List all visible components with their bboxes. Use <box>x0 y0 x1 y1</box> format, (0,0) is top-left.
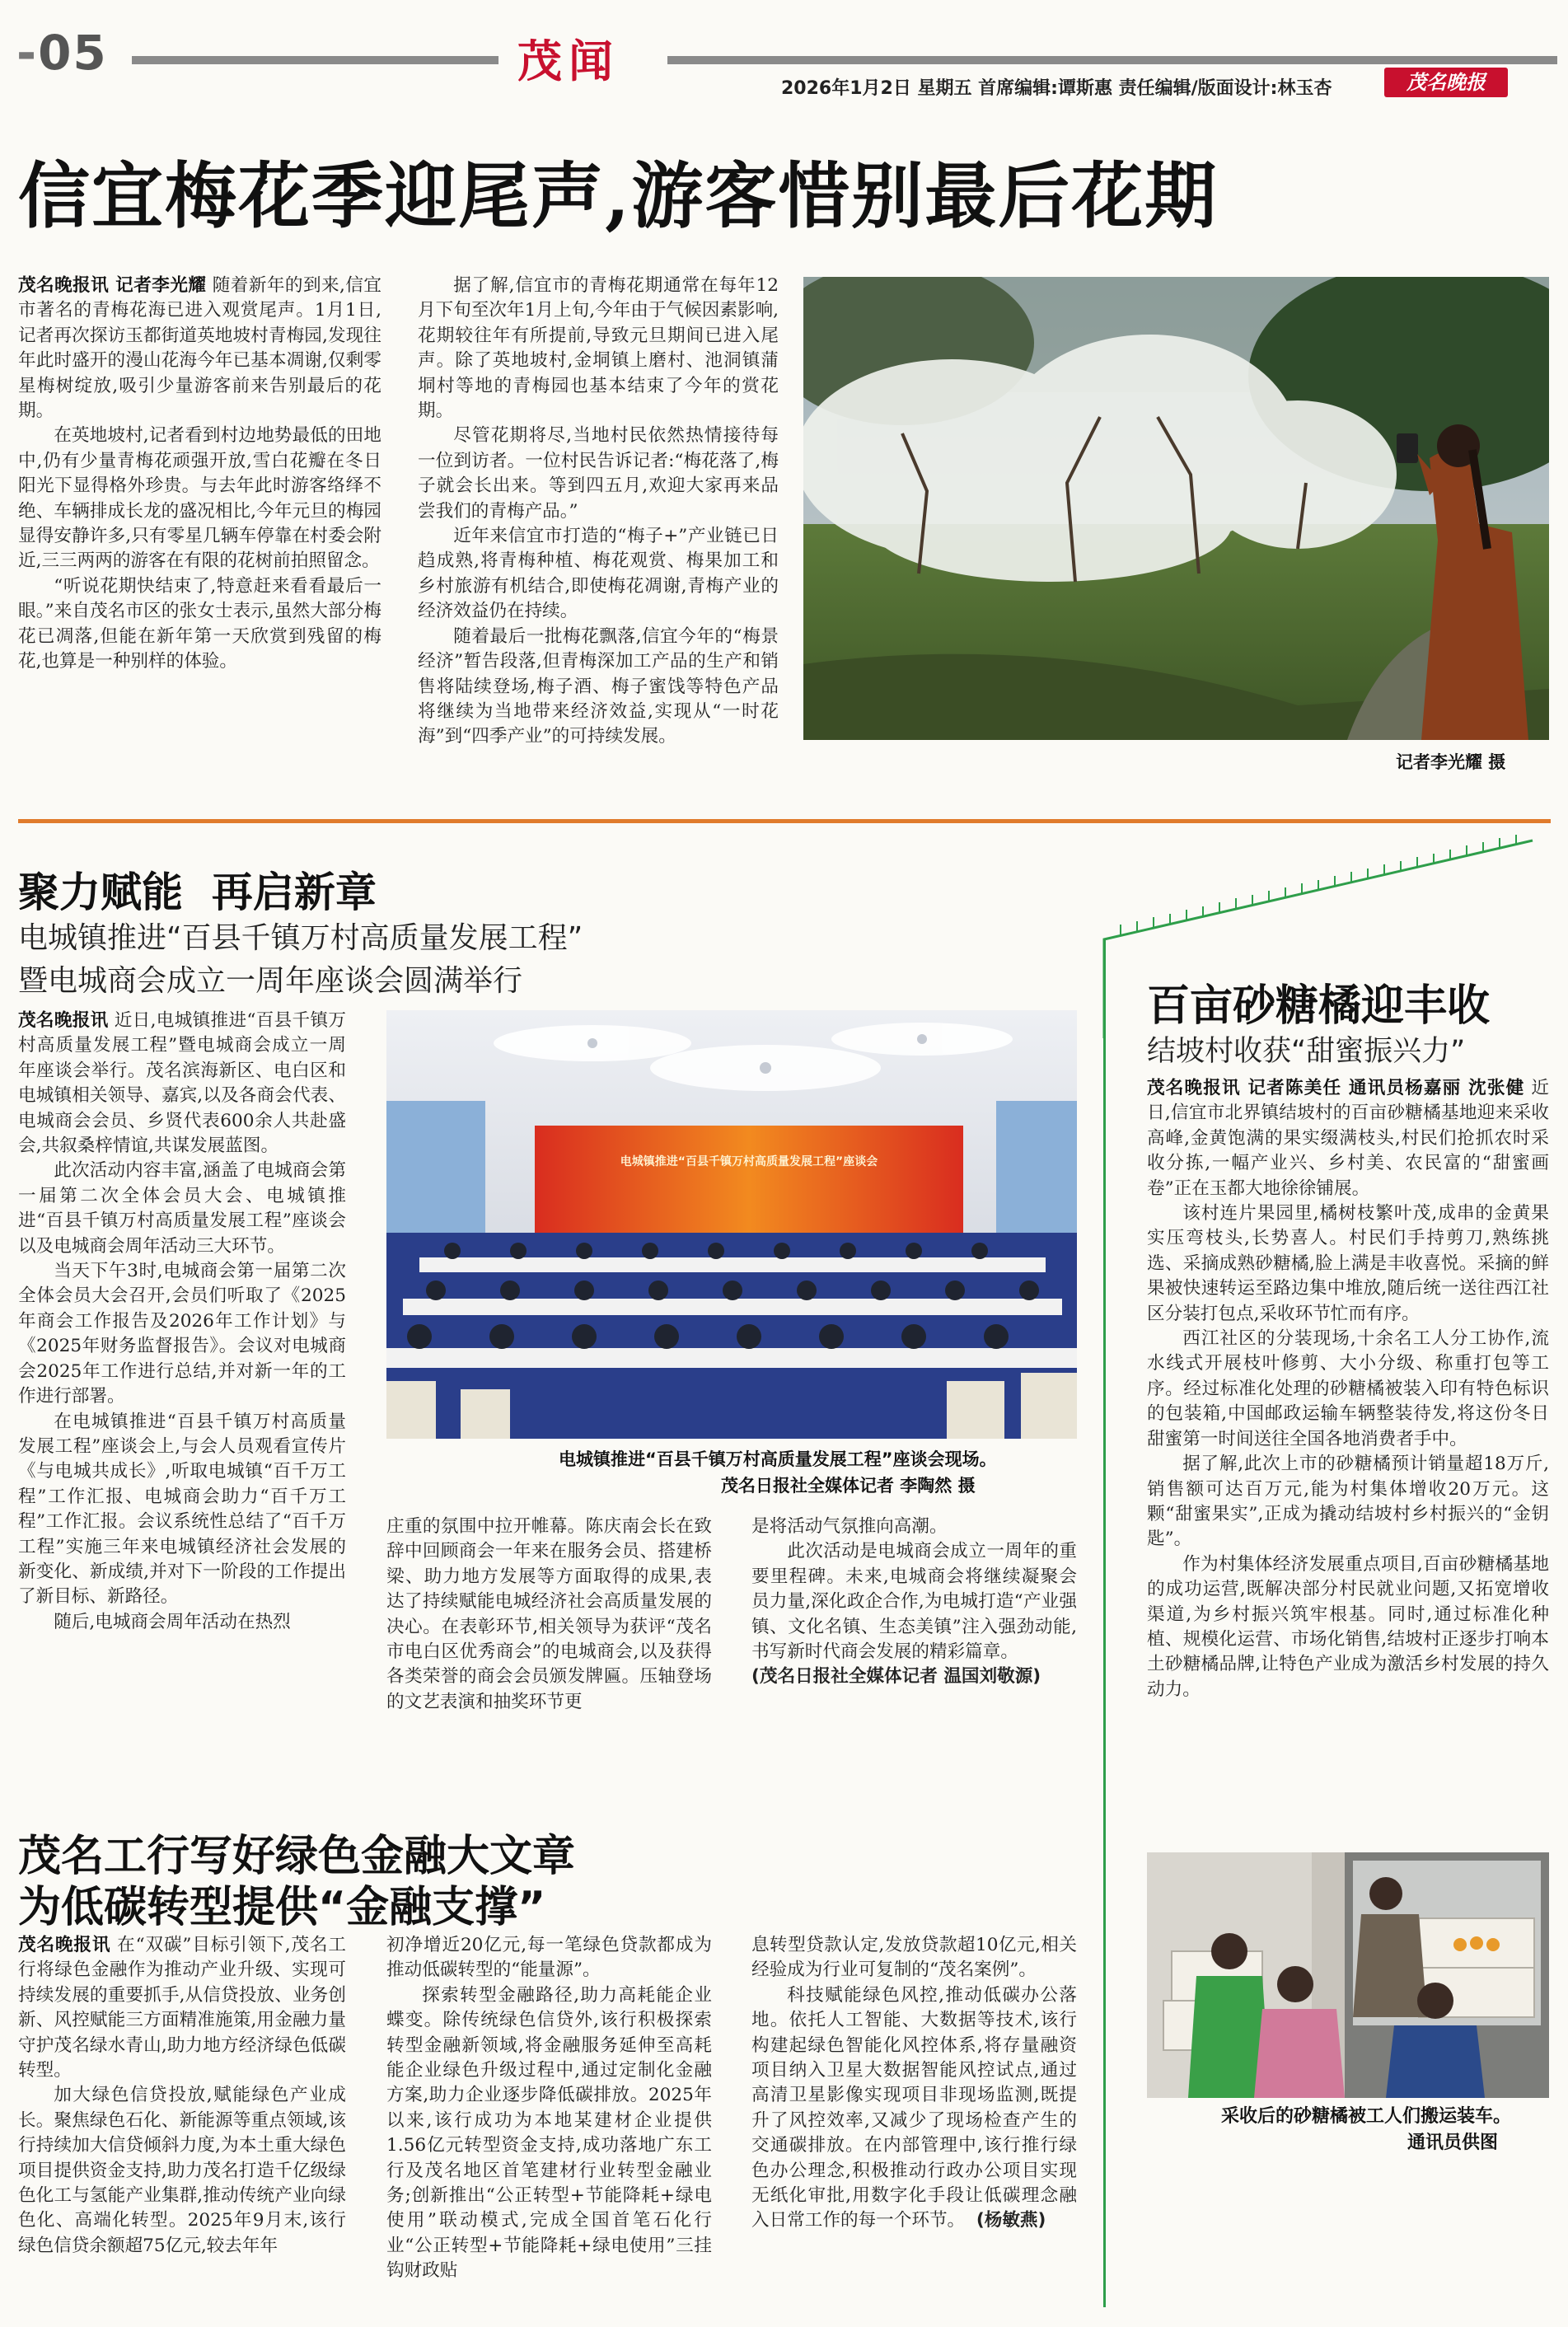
article4-paragraph: 科技赋能绿色风控,推动低碳办公落地。依托人工智能、大数据等技术,该行构建起绿色智能化风控体系,将存量融资项目纳入卫星大数据智能风控试点,通过高清卫星影像实现项目非现场监测,既提升了风控效率,又减少了现场检查产生的交通碳排放。在内部管理中,该行推行绿色办公理念,积极推动行政办公项目实现无纸化审批,用数字化手段让低碳理念融入日常工作的每一个环节。 (杨敏燕) <box>751 1984 1077 2231</box>
article3-lead: 茂名晚报讯 记者陈美任 通讯员杨嘉丽 沈张健 <box>1147 1078 1525 1098</box>
article1-paragraph: 随着最后一批梅花飘落,信宜今年的“梅景经济”暂告段落,但青梅深加工产品的生产和销售将陆续登场,梅子酒、梅子蜜饯等特色产品将继续为当地带来经济效益,实现从“一时花海”到“四季产业”的可持续发展。 <box>418 625 779 747</box>
article3-box-left-rule <box>1103 939 1106 2307</box>
masthead-info: 2026年1月2日 星期五 首席编辑:谭斯惠 责任编辑/版面设计:林玉杏 <box>781 78 1332 99</box>
article2-paragraph: 随后,电城商会周年活动在热烈 <box>54 1611 291 1632</box>
article1-paragraph: 据了解,信宜市的青梅花期通常在每年12月下旬至次年1月上旬,今年由于气候因素影响,花期较往年有所提前,导致元旦期间已进入尾声。除了英地坡村,金垌镇上磨村、池洞镇蒲垌村等地的青梅园也基本结束了今年的赏花期。 <box>418 275 779 422</box>
article1-column-1 <box>18 274 381 675</box>
article3-body <box>1147 1076 1549 1702</box>
article1-photo-credit: 记者李光耀 摄 <box>1396 752 1506 772</box>
article2-paragraph: 当天下午3时,电城商会第一届第二次全体会员大会召开,会员们听取了《2025年商会工作报告及2026年工作计划》与《2025年财务监督报告》。会议对电城商会2025年工作进行总结,并对新一年的工作进行部署。 <box>18 1261 346 1407</box>
article4-paragraph: 加大绿色信贷投放,赋能绿色产业成长。聚焦绿色石化、新能源等重点领域,该行持续加大信贷倾斜力度,为本土重大绿色项目提供资金支持,助力茂名打造千亿级绿色化工与氢能产业集群,推动传统产业向绿色化、高端化转型。2025年9月末,该行绿色信贷余额超75亿元,较去年年 <box>18 2085 346 2256</box>
masthead <box>0 0 1568 97</box>
article4-headline-line-2: 为低碳转型提供“金融支撑” <box>18 1883 546 1932</box>
article2-paragraph: 在电城镇推进“百县千镇万村高质量发展工程”座谈会上,与会人员观看宣传片《与电城共成长》,听取电城镇“百千万工程”工作汇报、电城商会助力“百千万工程”工作汇报。会议系统性总结了“百千万工程”实施三年来电城镇经济社会发展的新变化、新成绩,并对下一阶段的工作提出了新目标、新路径。 <box>18 1411 346 1608</box>
article1-paragraph: 近年来信宜市打造的“梅子+”产业链已日趋成熟,将青梅种植、梅花观赏、梅果加工和乡村旅游有机结合,即使梅花凋谢,青梅产业的经济效益仍在持续。 <box>418 526 779 622</box>
article4-paragraph: 初净增近20亿元,每一笔绿色贷款都成为推动低碳转型的“能量源”。 <box>386 1935 712 1981</box>
article4-column-1 <box>18 1933 346 2259</box>
article2-paragraph: 此次活动是电城商会成立一周年的重要里程碑。未来,电城商会将继续凝聚会员力量,深化政企合作,为电城打造“产业强镇、文化名镇、生态美镇”注入强劲动能,书写新时代商会发展的精彩篇章。 <box>751 1541 1077 1663</box>
citrus-loading-photo <box>1147 1852 1549 2098</box>
article1-lead: 茂名晚报讯 记者李光耀 <box>18 275 207 296</box>
article4-headline-line-1: 茂名工行写好绿色金融大文章 <box>18 1832 576 1881</box>
masthead-rule-right <box>667 56 1557 64</box>
article2-column-3 <box>751 1515 1077 1690</box>
article3-paragraph: 作为村集体经济发展重点项目,百亩砂糖橘基地的成功运营,既解决部分村民就业问题,又拓宽增收渠道,为乡村振兴筑牢根基。同时,通过标准化种植、规模化运营、市场化销售,结坡村正逐步打响本土砂糖橘品牌,让特色产业成为激活乡村发展的持久动力。 <box>1147 1553 1549 1700</box>
page-number: -05 <box>16 25 108 81</box>
brand-logo: 茂名晚报 <box>1407 70 1486 94</box>
article2-byline: (茂名日报社全媒体记者 温国刘敬源) <box>751 1666 1041 1688</box>
article4-paragraph: 息转型贷款认定,发放贷款超10亿元,相关经验成为行业可复制的“茂名案例”。 <box>751 1935 1077 1981</box>
article1-paragraph: 在英地坡村,记者看到村边地势最低的田地中,仍有少量青梅花顽强开放,雪白花瓣在冬日阳光下显得格外珍贵。与去年此时游客络绎不绝、车辆排成长龙的盛况相比,今年元旦的梅园显得安静许多,只有零星几辆车停靠在村委会附近,三三两两的游客在有限的花树前拍照留念。 <box>18 425 381 572</box>
conference-photo <box>386 1010 1077 1439</box>
article1-headline: 信宜梅花季迎尾声,游客惜别最后花期 <box>18 153 1219 238</box>
article4-paragraph: 茂名晚报讯 在“双碳”目标引领下,茂名工行将绿色金融作为推动产业升级、实现可持续发展的重要抓手,从信贷投放、业务创新、风控赋能三方面精准施策,用金融力量守护茂名绿水青山,助力地方经济绿色低碳转型。 <box>18 1935 346 2081</box>
article3-paragraph: 茂名晚报讯 记者陈美任 通讯员杨嘉丽 沈张健 近日,信宜市北界镇结坡村的百亩砂糖橘基地迎来采收高峰,金黄饱满的果实缀满枝头,村民们抢抓农时采收分拣,一幅产业兴、乡村美、农民富的“甜蜜画卷”正在玉都大地徐徐铺展。 <box>1147 1078 1549 1199</box>
article3-paragraph: 该村连片果园里,橘树枝繁叶茂,成串的金黄果实压弯枝头,长势喜人。村民们手持剪刀,熟练挑选、采摘成熟砂糖橘,脸上满是丰收喜悦。采摘的鲜果被快速转运至路边集中堆放,随后统一送往西江社区分装打包点,采收环节忙而有序。 <box>1147 1203 1549 1324</box>
article4-paragraph: 探索转型金融路径,助力高耗能企业蝶变。除传统绿色信贷外,该行积极探索转型金融新领域,将金融服务延伸至高耗能企业绿色升级过程中,通过定制化金融方案,助力企业逐步降低碳排放。2025年以来,该行成功为本地某建材企业提供1.56亿元转型资金支持,成功落地广东工行及茂名地区首笔建材行业转型金融业务;创新推出“公正转型+节能降耗+绿电使用”联动模式,完成全国首笔石化行业“公正转型+节能降耗+绿电使用”三挂钩财政贴 <box>386 1984 712 2282</box>
masthead-rule-left <box>132 56 498 64</box>
article2-paragraph: 是将活动气氛推向高潮。 <box>751 1516 948 1537</box>
article3-subhead: 结坡村收获“甜蜜振兴力” <box>1147 1035 1466 1068</box>
article2-photo-caption: 电城镇推进“百县千镇万村高质量发展工程”座谈会现场。 <box>559 1449 997 1469</box>
article1-column-2 <box>418 274 779 750</box>
article2-paragraph: 此次活动内容丰富,涵盖了电城商会第一届第二次全体会员大会、电城镇推进“百县千镇万村高质量发展工程”座谈会以及电城商会周年活动三大环节。 <box>18 1160 346 1257</box>
article4-column-2 <box>386 1933 712 2284</box>
brand-badge <box>1384 68 1508 97</box>
article2-photo-credit: 茂名日报社全媒体记者 李陶然 摄 <box>721 1476 976 1496</box>
article4-byline: (杨敏燕) <box>976 2210 1046 2231</box>
article2-column-1 <box>18 1009 346 1635</box>
article3-paragraph: 西江社区的分装现场,十余名工人分工协作,流水线式开展枝叶修剪、大小分级、称重打包等工序。经过标准化处理的砂糖橘被装入印有特色标识的包装箱,中国邮政运输车辆整装待发,将这份冬日甜蜜第一时间送往全国各地消费者手中。 <box>1147 1328 1549 1449</box>
article4-column-3 <box>751 1933 1077 2234</box>
article3-photo-caption: 采收后的砂糖橘被工人们搬运装车。 <box>1221 2106 1512 2127</box>
plum-blossom-photo <box>803 277 1549 740</box>
article2-subhead-2: 暨电城商会成立一周年座谈会圆满举行 <box>18 964 523 998</box>
article1-paragraph: 茂名晚报讯 记者李光耀 随着新年的到来,信宜市著名的青梅花海已进入观赏尾声。1月1日,记者再次探访玉都街道英地坡村青梅园,发现往年此时盛开的漫山花海今年已基本凋谢,仅剩零星梅树绽放,吸引少量游客前来告别最后的花期。 <box>18 275 381 422</box>
article2-subhead-1: 电城镇推进“百县千镇万村高质量发展工程” <box>18 921 583 955</box>
article2-headline: 聚力赋能 再启新章 <box>18 869 377 916</box>
article3-paragraph: 据了解,此次上市的砂糖橘预计销量超18万斤,销售额可达百万元,能为村集体增收20万元。这颗“甜蜜果实”,正成为撬动结坡村乡村振兴的“金钥匙”。 <box>1147 1454 1549 1550</box>
section-title: 茂闻 <box>517 35 620 87</box>
article2-paragraph: 茂名晚报讯 近日,电城镇推进“百县千镇万村高质量发展工程”暨电城商会成立一周年座谈会举行。茂名滨海新区、电白区和电城镇相关领导、嘉宾,以及各商会代表、电城商会会员、乡贤代表600余人共赴盛会,共叙桑梓情谊,共谋发展蓝图。 <box>18 1010 346 1157</box>
article2-paragraph: 庄重的氛围中拉开帷幕。陈庆南会长在致辞中回顾商会一年来在服务会员、搭建桥梁、助力地方发展等方面取得的成果,表达了持续赋能电城经济社会高质量发展的决心。在表彰环节,相关领导为获评“茂名市电白区优秀商会”的电城商会,以及获得各类荣誉的商会会员颁发牌匾。压轴登场的文艺表演和抽奖环节更 <box>386 1516 712 1712</box>
conference-banner-text: 电城镇推进“百县千镇万村高质量发展工程”座谈会 <box>620 1155 878 1168</box>
article3-photo-credit: 通讯员供图 <box>1407 2133 1499 2153</box>
article4-lead: 茂名晚报讯 <box>18 1935 111 1955</box>
article1-paragraph: “听说花期快结束了,特意赶来看看最后一眼。”来自茂名市区的张女士表示,虽然大部分梅花已凋落,但能在新年第一天欣赏到残留的梅花,也算是一种别样的体验。 <box>18 575 381 672</box>
article1-paragraph: 尽管花期将尽,当地村民依然热情接待每一位到访者。一位村民告诉记者:“梅花落了,梅子就会长出来。等到四五月,欢迎大家再来品尝我们的青梅产品。” <box>418 425 779 522</box>
article3-headline: 百亩砂糖橘迎丰收 <box>1147 981 1491 1031</box>
article2-column-2 <box>386 1515 712 1715</box>
section-divider <box>18 819 1551 823</box>
article2-lead: 茂名晚报讯 <box>18 1010 109 1031</box>
